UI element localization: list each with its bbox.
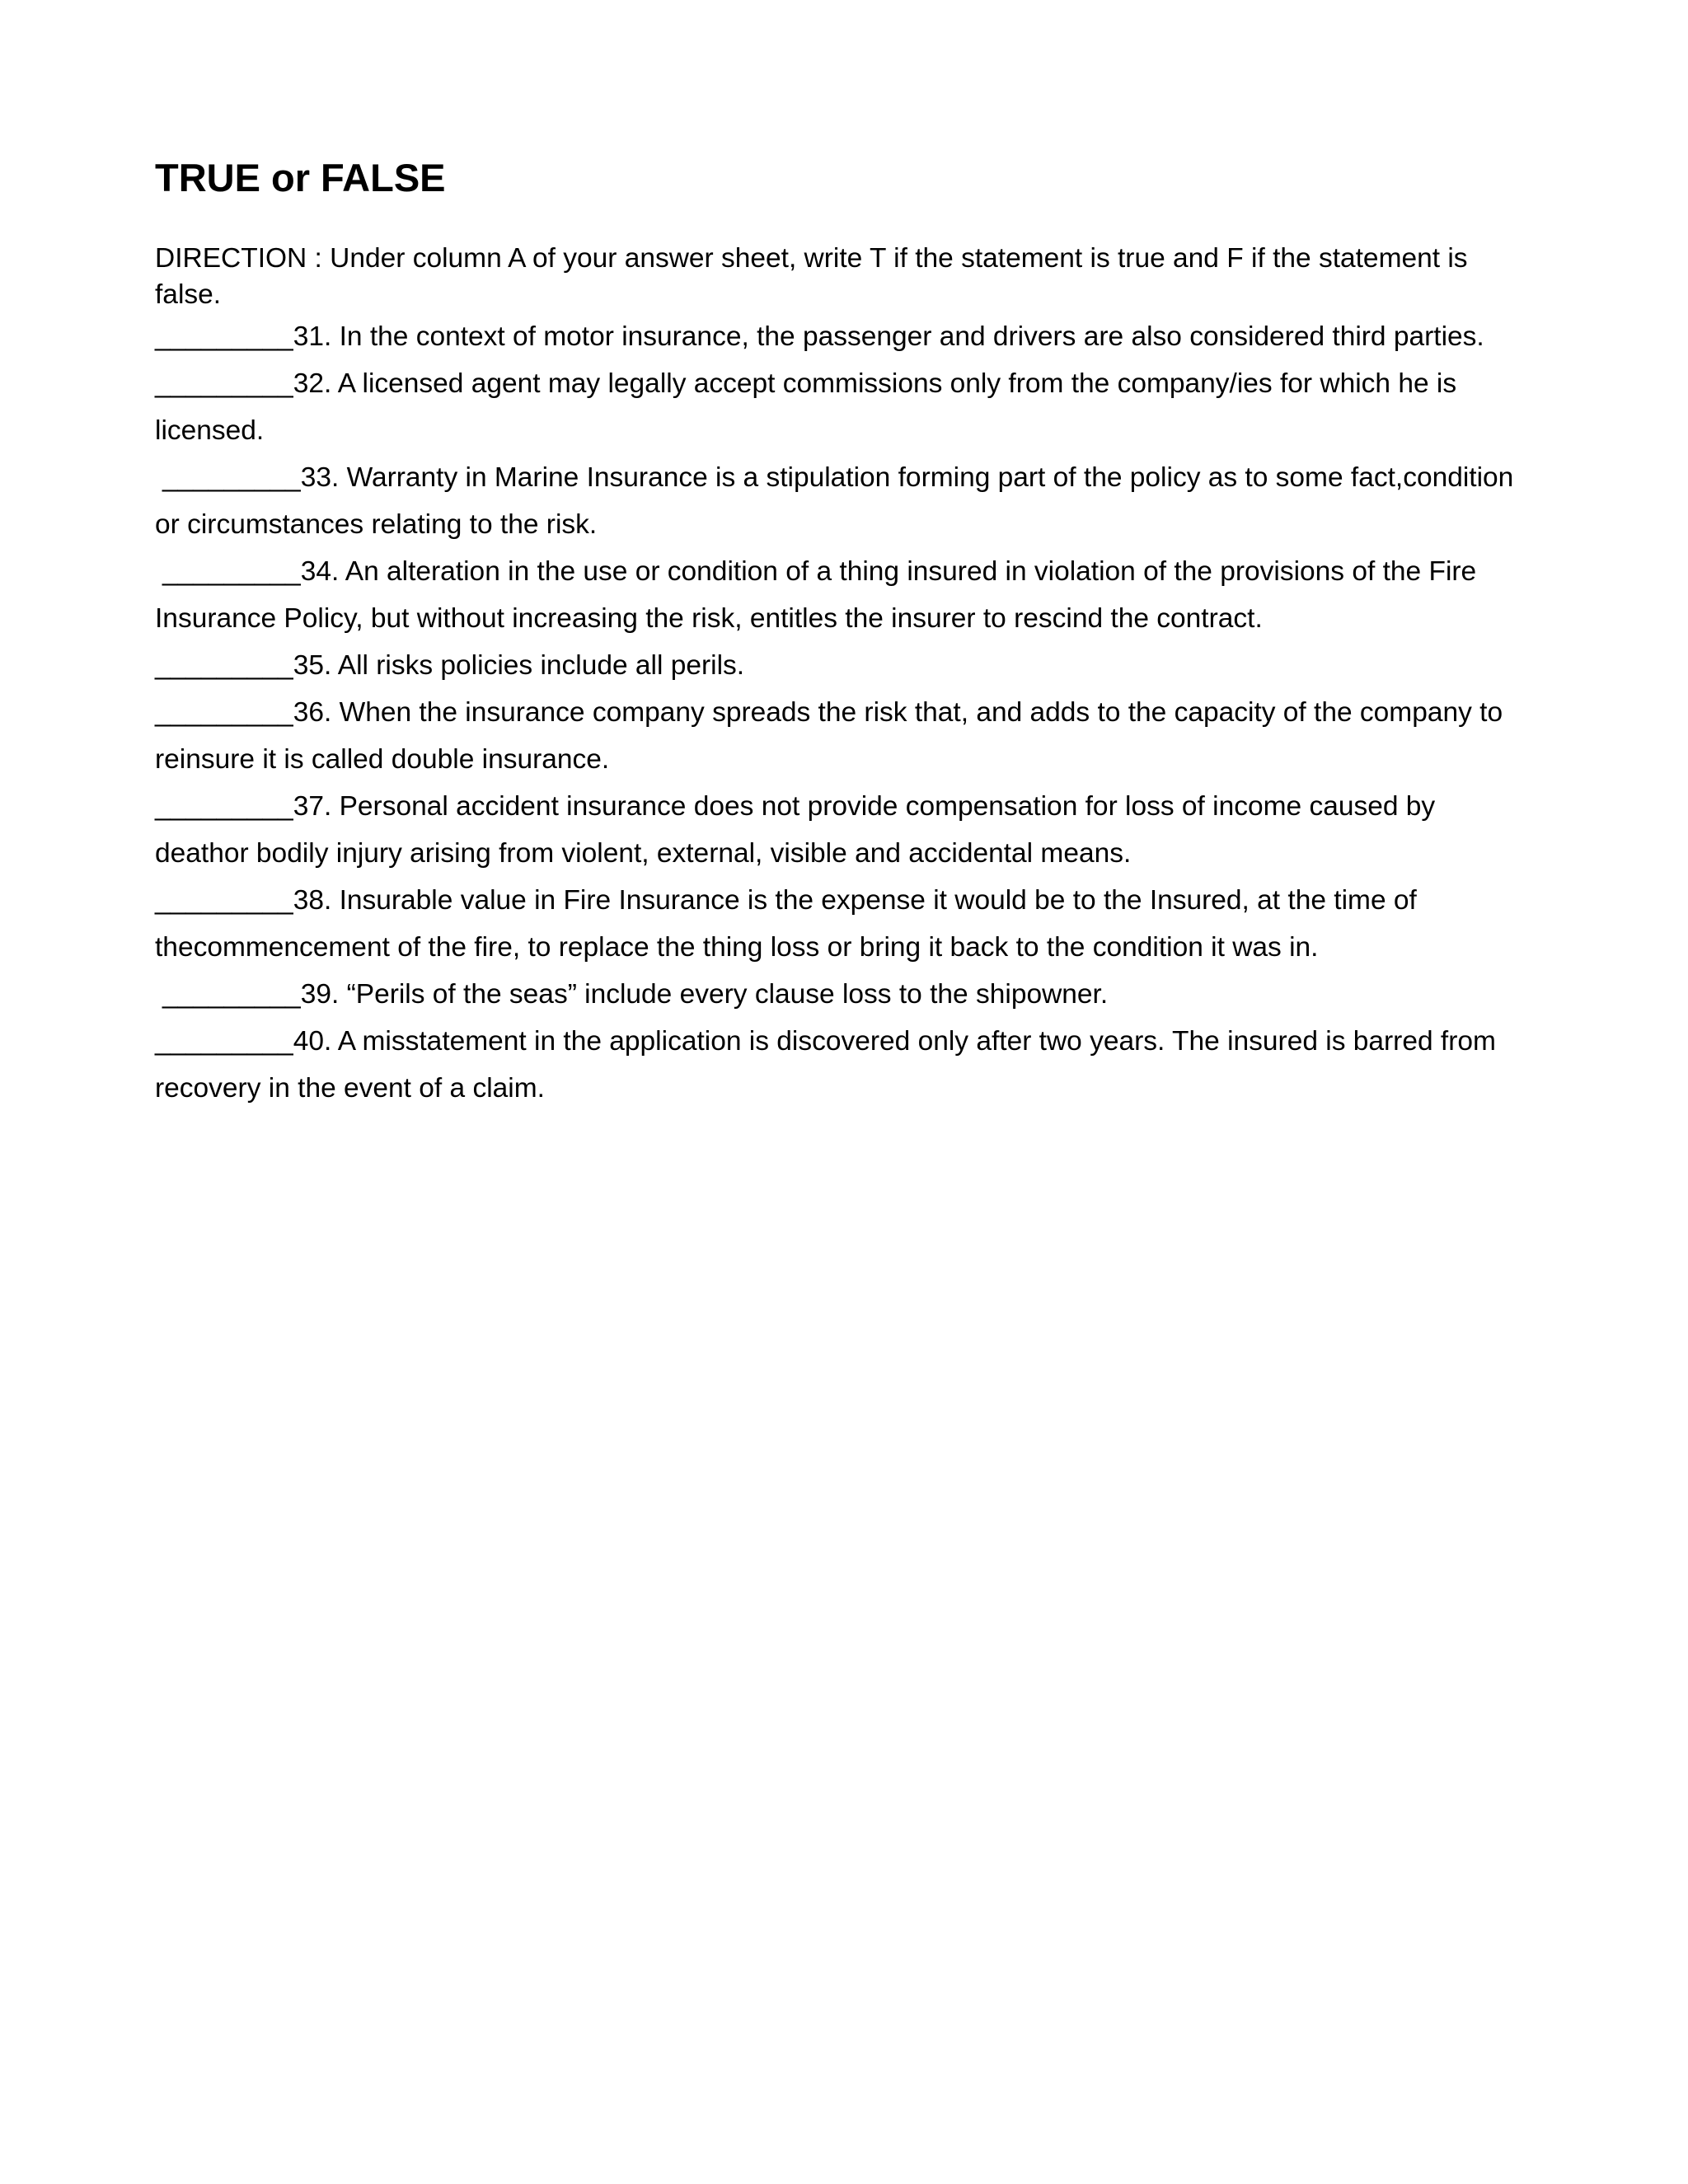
answer-blank: _________ (162, 979, 301, 1010)
question-38 (155, 877, 1523, 971)
question-number: 34. (300, 556, 340, 587)
question-40 (155, 1018, 1523, 1112)
direction-text: DIRECTION : Under column A of your answer sheet, write T if the statement is true and F if the statement is false. (155, 243, 1468, 310)
answer-blank: _________ (155, 791, 293, 822)
question-text: Personal accident insurance does not provide compensation for loss of income caused by deathor bodily injury arising from violent, external, visible and accidental means. (155, 791, 1436, 869)
question-text: Warranty in Marine Insurance is a stipulation forming part of the policy as to some fact,condition or circumstances relating to the risk. (155, 462, 1514, 540)
question-33 (155, 454, 1523, 548)
answer-blank: _________ (155, 697, 293, 728)
question-text: A licensed agent may legally accept commissions only from the company/ies for which he is licensed. (155, 368, 1457, 446)
question-text: In the context of motor insurance, the passenger and drivers are also considered third parties. (331, 321, 1484, 352)
answer-blank: _________ (155, 885, 293, 916)
answer-blank: _________ (162, 556, 301, 587)
question-text: Insurable value in Fire Insurance is the expense it would be to the Insured, at the time of thecommencement of the fire, to replace the thing loss or bring it back to the condition it was in. (155, 885, 1417, 963)
question-32 (155, 360, 1523, 454)
answer-blank: _________ (155, 368, 293, 399)
question-number: 37. (293, 791, 332, 822)
answer-blank: _________ (155, 1026, 293, 1057)
question-35 (155, 642, 1523, 689)
question-number: 32. (293, 368, 332, 399)
question-number: 39. (300, 979, 340, 1010)
question-39 (155, 971, 1523, 1018)
question-text: When the insurance company spreads the risk that, and adds to the capacity of the company to reinsure it is called double insurance. (155, 697, 1503, 775)
answer-blank: _________ (155, 321, 293, 352)
question-34 (155, 548, 1523, 642)
question-text: All risks policies include all perils. (331, 650, 745, 681)
page-title: TRUE or FALSE (155, 156, 446, 199)
question-text: “Perils of the seas” include every clause loss to the shipowner. (339, 979, 1109, 1010)
question-number: 40. (293, 1026, 332, 1057)
question-number: 35. (293, 650, 332, 681)
question-number: 33. (300, 462, 340, 493)
question-text: An alteration in the use or condition of a thing insured in violation of the provisions of the Fire Insurance Policy, but without increasing the risk, entitles the insurer to rescind the contract. (155, 556, 1477, 634)
question-text: A misstatement in the application is discovered only after two years. The insured is barred from recovery in the event of a claim. (155, 1026, 1496, 1104)
question-37 (155, 783, 1523, 877)
question-number: 36. (293, 697, 332, 728)
question-number: 38. (293, 885, 332, 916)
answer-blank: _________ (155, 650, 293, 681)
question-31 (155, 313, 1523, 360)
document-page (155, 153, 1523, 1112)
question-number: 31. (293, 321, 332, 352)
question-36 (155, 689, 1523, 783)
answer-blank: _________ (162, 462, 301, 493)
